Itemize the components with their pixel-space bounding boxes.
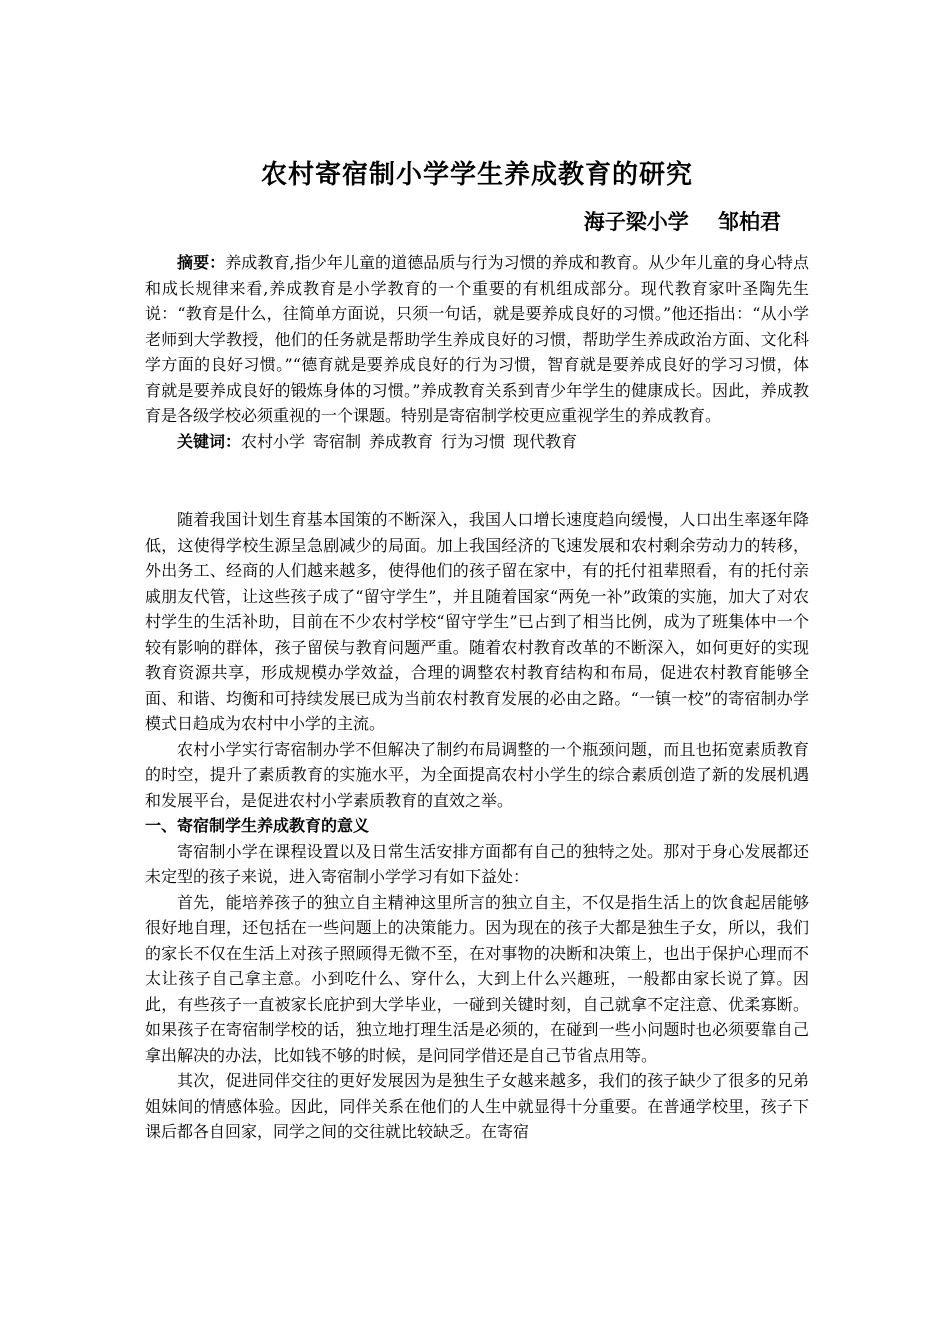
document-title: 农村寄宿制小学学生养成教育的研究 xyxy=(260,160,693,190)
body-paragraph: 随着我国计划生育基本国策的不断深入，我国人口增长速度趋向缓慢，人口出生率逐年降低，这使得学校生源呈急剧减少的局面。加上我国经济的飞速发展和农村剩余劳动力的转移，外出务工、经商的人们越来越多，使得他们的孩子留在家中，有的托付祖辈照看，有的托付亲戚朋友代管，让这些孩子成了“留守学生”，并且随着国家“两免一补”政策的实施，加大了对农村学生的生活补助，目前在不少农村学校“留守学生”已占到了相当比例，成为了班集体中一个较有影响的群体，孩子留侯与教育问题严重。随着农村教育改革的不断深入，如何更好的实现教育资源共享，形成规模办学效益，合理的调整农村教育结构和布局，促进农村教育能够全面、和谐、均衡和可持续发展已成为当前农村教育发展的必由之路。“一镇一校”的寄宿制办学模式日趋成为农村中小学的主流。 xyxy=(145,510,809,733)
abstract-paragraph xyxy=(145,250,809,429)
abstract-label: 摘要： xyxy=(177,253,226,272)
keyword: 现代教育 xyxy=(513,431,578,451)
author-line: 海子梁小学 邹柏君 xyxy=(583,210,781,234)
body-paragraph: 其次，促进同伴交往的更好发展因为是独生子女越来越多，我们的孩子缺少了很多的兄弟姐妹间的情感体验。因此，同伴关系在他们的人生中就显得十分重要。在普通学校里，孩子下课后都各自回家，同学之间的交往就比较缺乏。在寄宿 xyxy=(145,1071,809,1141)
keyword: 行为习惯 xyxy=(441,431,506,451)
body-paragraph: 农村小学实行寄宿制办学不但解决了制约布局调整的一个瓶颈问题，而且也拓宽素质教育的时空，提升了素质教育的实施水平，为全面提高农村小学生的综合素质创造了新的发展机遇和发展平台，是促进农村小学素质教育的直效之举。 xyxy=(145,739,809,810)
keyword: 寄宿制 xyxy=(313,431,362,451)
section-heading: 一、寄宿制学生养成教育的意义 xyxy=(145,816,370,835)
keywords-label: 关键词： xyxy=(177,431,242,451)
keyword: 养成教育 xyxy=(369,431,434,451)
keywords-paragraph xyxy=(145,429,809,455)
document-page xyxy=(145,150,809,1145)
keyword: 农村小学 xyxy=(241,431,306,451)
body-paragraph: 首先，能培养孩子的独立自主精神这里所言的独立自主，不仅是指生活上的饮食起居能够很好地自理，还包括在一些问题上的决策能力。因为现在的孩子大都是独生子女，所以，我们的家长不仅在生活上对孩子照顾得无微不至，在对事物的决断和决策上，也出于保护心理而不太让孩子自己拿主意。小到吃什么、穿什么，大到上什么兴趣班，一般都由家长说了算。因此，有些孩子一直被家长庇护到大学毕业，一碰到关键时刻，自己就拿不定注意、优柔寡断。如果孩子在寄宿制学校的话，独立地打理生活是必须的，在碰到一些小问题时也必须要靠自己拿出解决的办法，比如钱不够的时候，是问同学借还是自己节省点用等。 xyxy=(145,892,809,1065)
body-paragraph: 寄宿制小学在课程设置以及日常生活安排方面都有自己的独特之处。那对于身心发展都还未定型的孩子来说，进入寄宿制小学学习有如下益处： xyxy=(145,841,809,886)
abstract-text: 养成教育,指少年儿童的道德品质与行为习惯的养成和教育。从少年儿童的身心特点和成长规律来看,养成教育是小学教育的一个重要的有机组成部分。现代教育家叶圣陶先生说：“教育是什么，往简单方面说，只须一句话，就是要养成良好的习惯。”他还指出：“从小学老师到大学教授，他们的任务就是帮助学生养成良好的习惯，帮助学生养成政治方面、文化科学方面的良好习惯。”“德育就是要养成良好的行为习惯，智育就是要养成良好的学习习惯，体育就是要养成良好的锻炼身体的习惯。”养成教育关系到青少年学生的健康成长。因此，养成教育是各级学校必须重视的一个课题。特别是寄宿制学校更应重视学生的养成教育。 xyxy=(145,253,809,425)
